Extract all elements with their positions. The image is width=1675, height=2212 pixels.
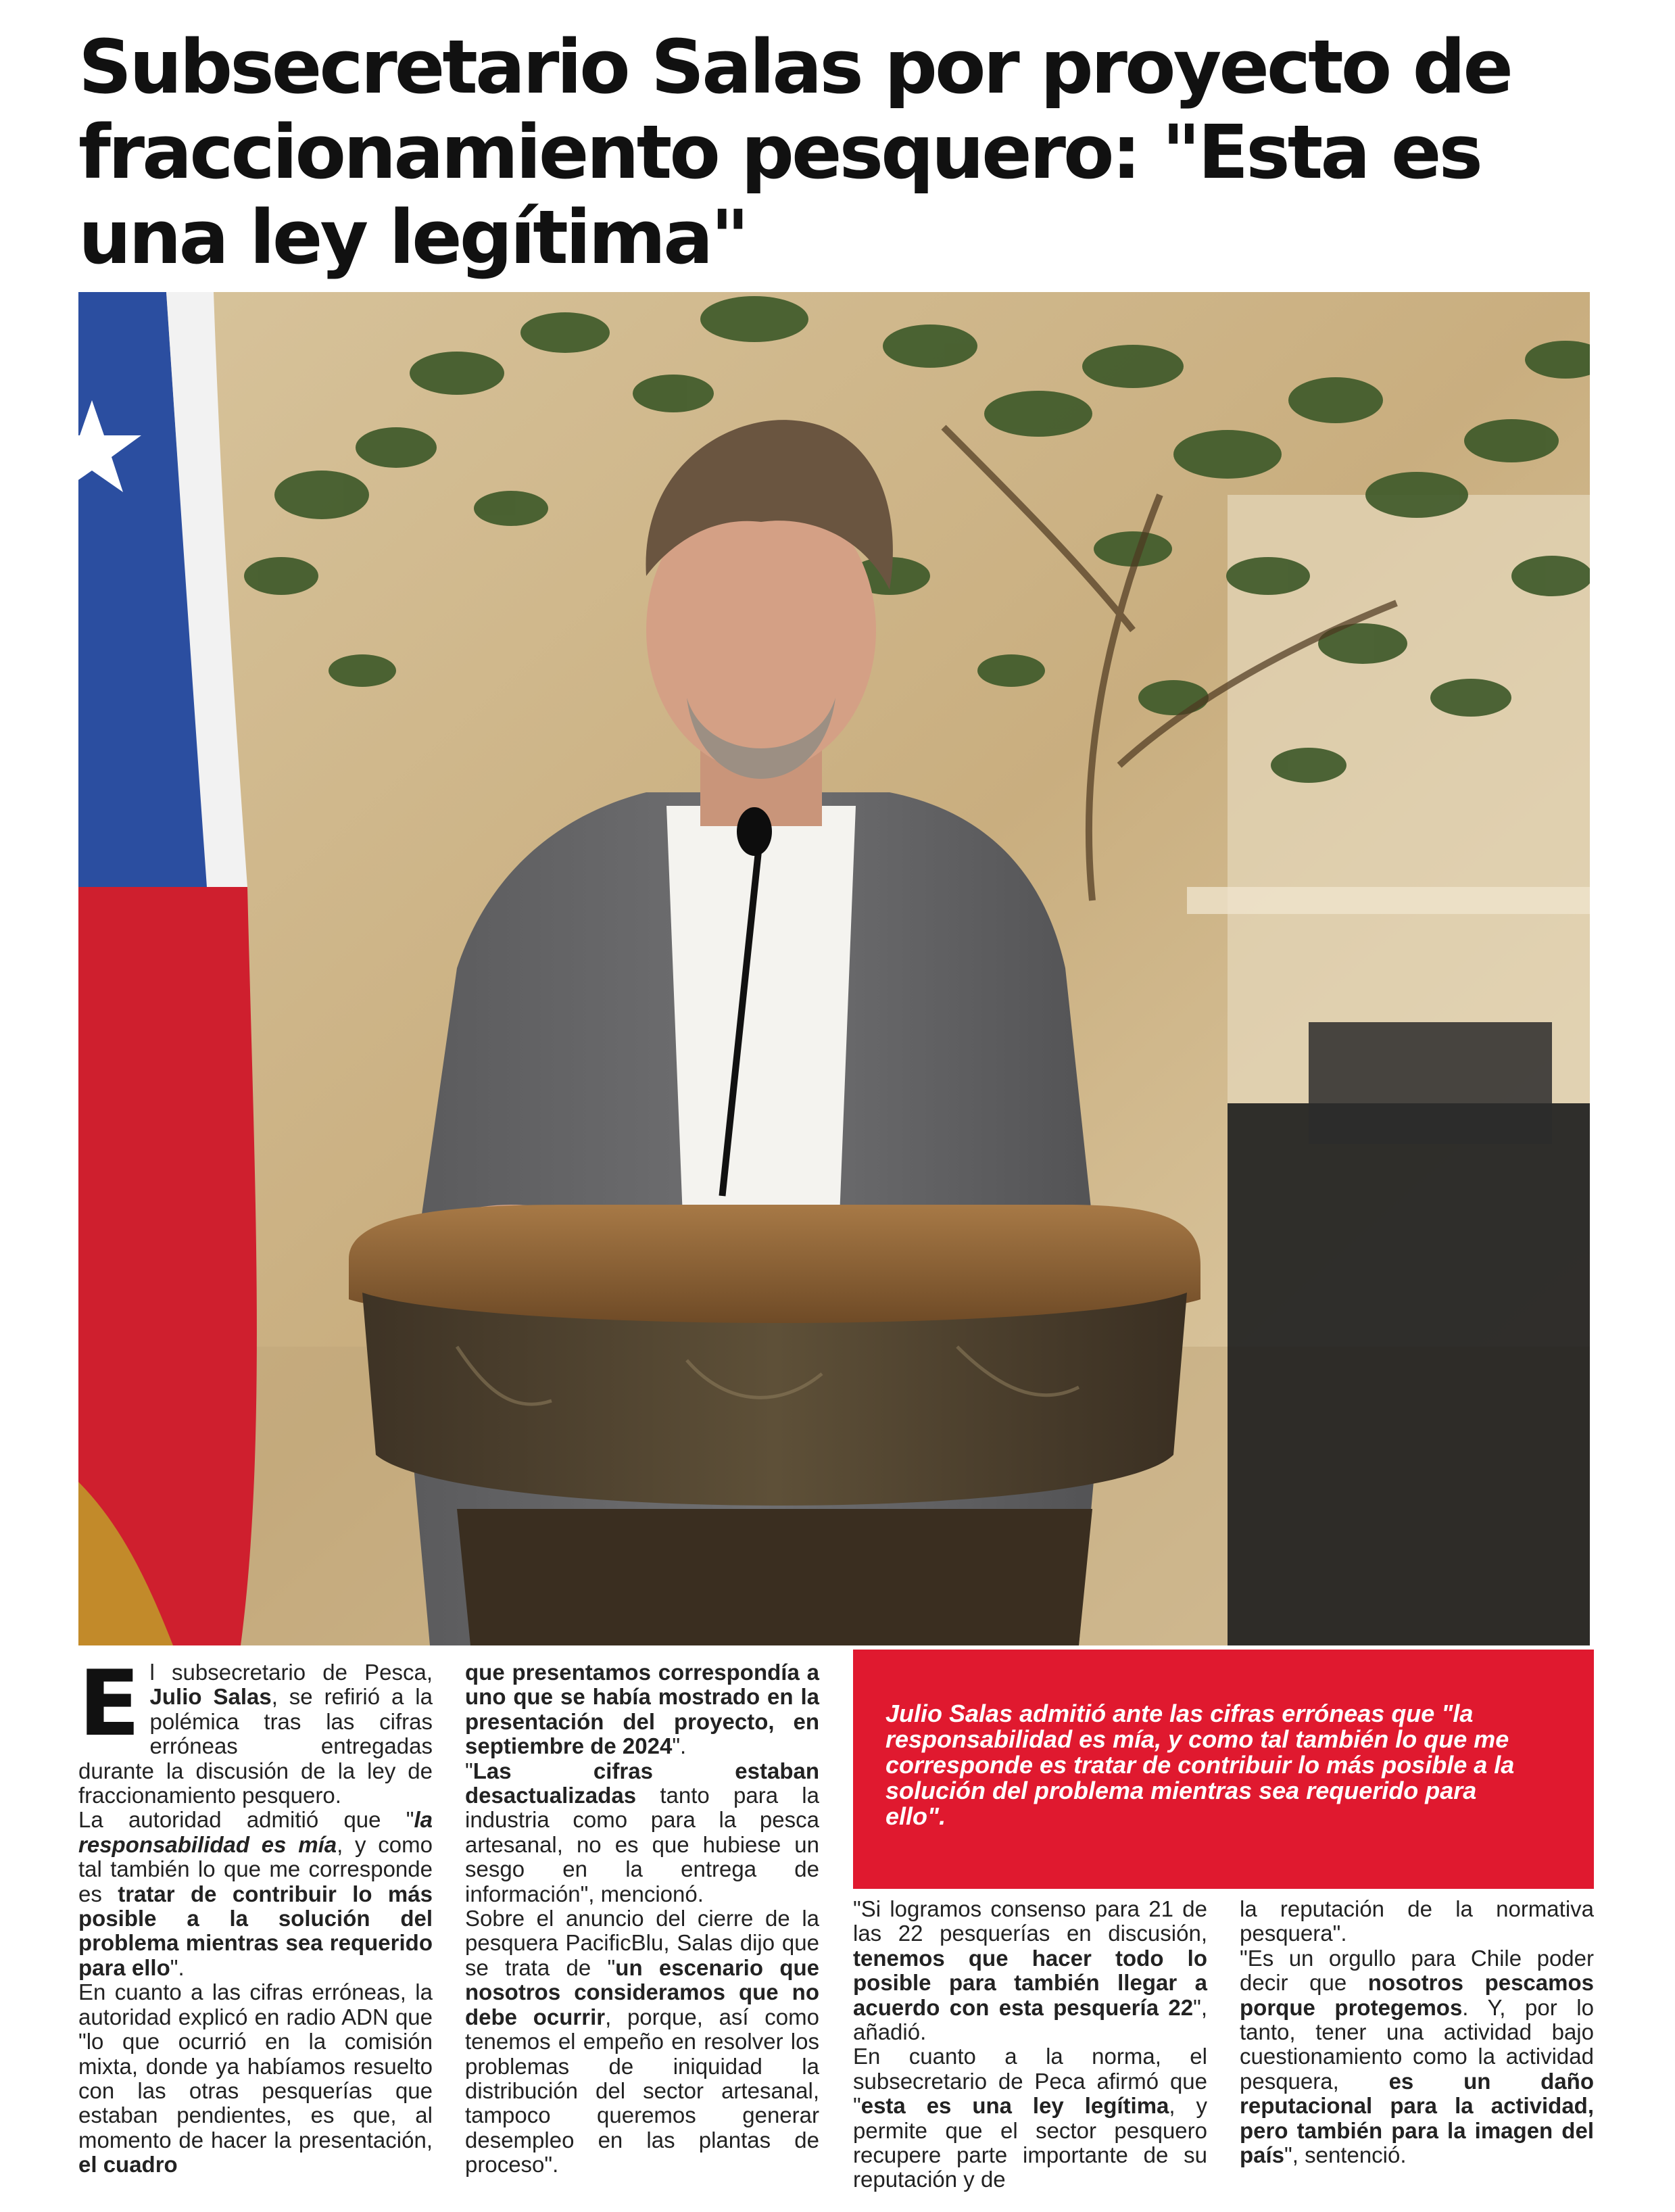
article-column-2 bbox=[465, 1660, 819, 2178]
text-run: "Es un orgullo para Chile poder decir que bbox=[1240, 1945, 1594, 1996]
text-run: La autoridad admitió que " bbox=[78, 1807, 414, 1833]
text-run: ". bbox=[170, 1954, 185, 1980]
paragraph bbox=[78, 1808, 433, 1980]
text-run: ", sentenció. bbox=[1284, 2142, 1407, 2168]
bold-run: tenemos que hacer todo lo posible para también llegar a acuerdo con esta pesquería 22 bbox=[853, 1945, 1207, 2020]
text-run: ". bbox=[672, 1733, 687, 1759]
article-column-1 bbox=[78, 1651, 433, 2178]
text-run: , y como tal también lo que me corresponde es bbox=[78, 1831, 433, 1906]
bold-run: Julio Salas bbox=[149, 1684, 272, 1710]
paragraph bbox=[853, 2044, 1207, 2192]
paragraph bbox=[853, 1897, 1207, 2044]
speaker-photo-illustration bbox=[78, 292, 1590, 1645]
text-run: , porque, así como tenemos el empeño en resolver los problemas de iniquidad la distribución del sector artesanal, tampoco queremos generar desempleo en las plantas de proceso". bbox=[465, 2004, 819, 2178]
bold-run: un escenario que nosotros consideramos que no debe ocurrir bbox=[465, 1954, 819, 2029]
paragraph bbox=[465, 1906, 819, 2177]
bold-run: Las cifras estaban desactualizadas bbox=[465, 1758, 819, 1808]
text-run: Sobre el anuncio del cierre de la pesquera PacificBlu, Salas dijo que se trata de " bbox=[465, 1906, 819, 1980]
text-run: , y permite que el sector pesquero recupere parte importante de su reputación y de bbox=[853, 2093, 1207, 2192]
paragraph bbox=[465, 1660, 819, 1759]
text-run: En cuanto a la norma, el subsecretario de Peca afirmó que " bbox=[853, 2044, 1207, 2119]
text-run: En cuanto a las cifras erróneas, la autoridad explicó en radio ADN que "lo que ocurrió en la comisión mixta, donde ya habíamos resuelto con las otras pesquerías que estaban pendientes, es que, al momento de hacer la presentación, bbox=[78, 1979, 433, 2153]
article-column-4 bbox=[1240, 1897, 1594, 2167]
paragraph bbox=[1240, 1946, 1594, 2168]
text-run: "Si logramos consenso para 21 de las 22 pesquerías en discusión, bbox=[853, 1896, 1207, 1946]
article-photo bbox=[78, 292, 1590, 1645]
bold-run: es un daño reputacional para la actividad, pero también para la imagen del país bbox=[1240, 2068, 1595, 2168]
text-run: l subsecretario de Pesca, bbox=[149, 1660, 433, 1685]
headline: Subsecretario Salas por proyecto de fraccionamiento pesquero: "Esta es una ley legítima" bbox=[78, 24, 1511, 281]
text-run: , se refirió a la polémica tras las cifras erróneas entregadas durante la discusión de la ley de fraccionamiento pesquero. bbox=[78, 1684, 433, 1808]
paragraph bbox=[78, 1980, 433, 2177]
text-run: . Y, por lo tanto, tener una actividad bajo cuestionamiento como la actividad pesquera, bbox=[1240, 1994, 1594, 2094]
bold-italic-run: la responsabilidad es mía bbox=[78, 1807, 433, 1857]
text-run: ", añadió. bbox=[853, 1994, 1207, 2045]
article-column-3 bbox=[853, 1897, 1207, 2192]
text-run: tanto para la industria como para la pesca artesanal, no es que hubiese un sesgo en la entrega de información", mencionó. bbox=[465, 1783, 819, 1906]
bold-run: nosotros pescamos porque protegemos bbox=[1240, 1970, 1594, 2020]
bold-run: el cuadro bbox=[78, 2152, 178, 2178]
bold-run: que presentamos correspondía a uno que se había mostrado en la presentación del proyecto, en septiembre de 2024 bbox=[465, 1660, 819, 1759]
text-run: " bbox=[465, 1758, 473, 1783]
bold-run: tratar de contribuir lo más posible a la solución del problema mientras sea requerido para ello bbox=[78, 1881, 433, 1980]
paragraph: la reputación de la normativa pesquera". bbox=[1240, 1896, 1594, 1946]
paragraph bbox=[465, 1759, 819, 1906]
bold-run: esta es una ley legítima bbox=[860, 2093, 1169, 2119]
podium bbox=[349, 1205, 1200, 1645]
pull-quote-text: Julio Salas admitió ante las cifras erróneas que "la responsabilidad es mía, y como tal también lo que me corresponde es tratar de contribuir lo más posible a la solución del problema mientras sea requerido para ello". bbox=[885, 1700, 1515, 1830]
dropcap: E bbox=[78, 1651, 141, 1756]
pull-quote-box bbox=[853, 1650, 1594, 1889]
